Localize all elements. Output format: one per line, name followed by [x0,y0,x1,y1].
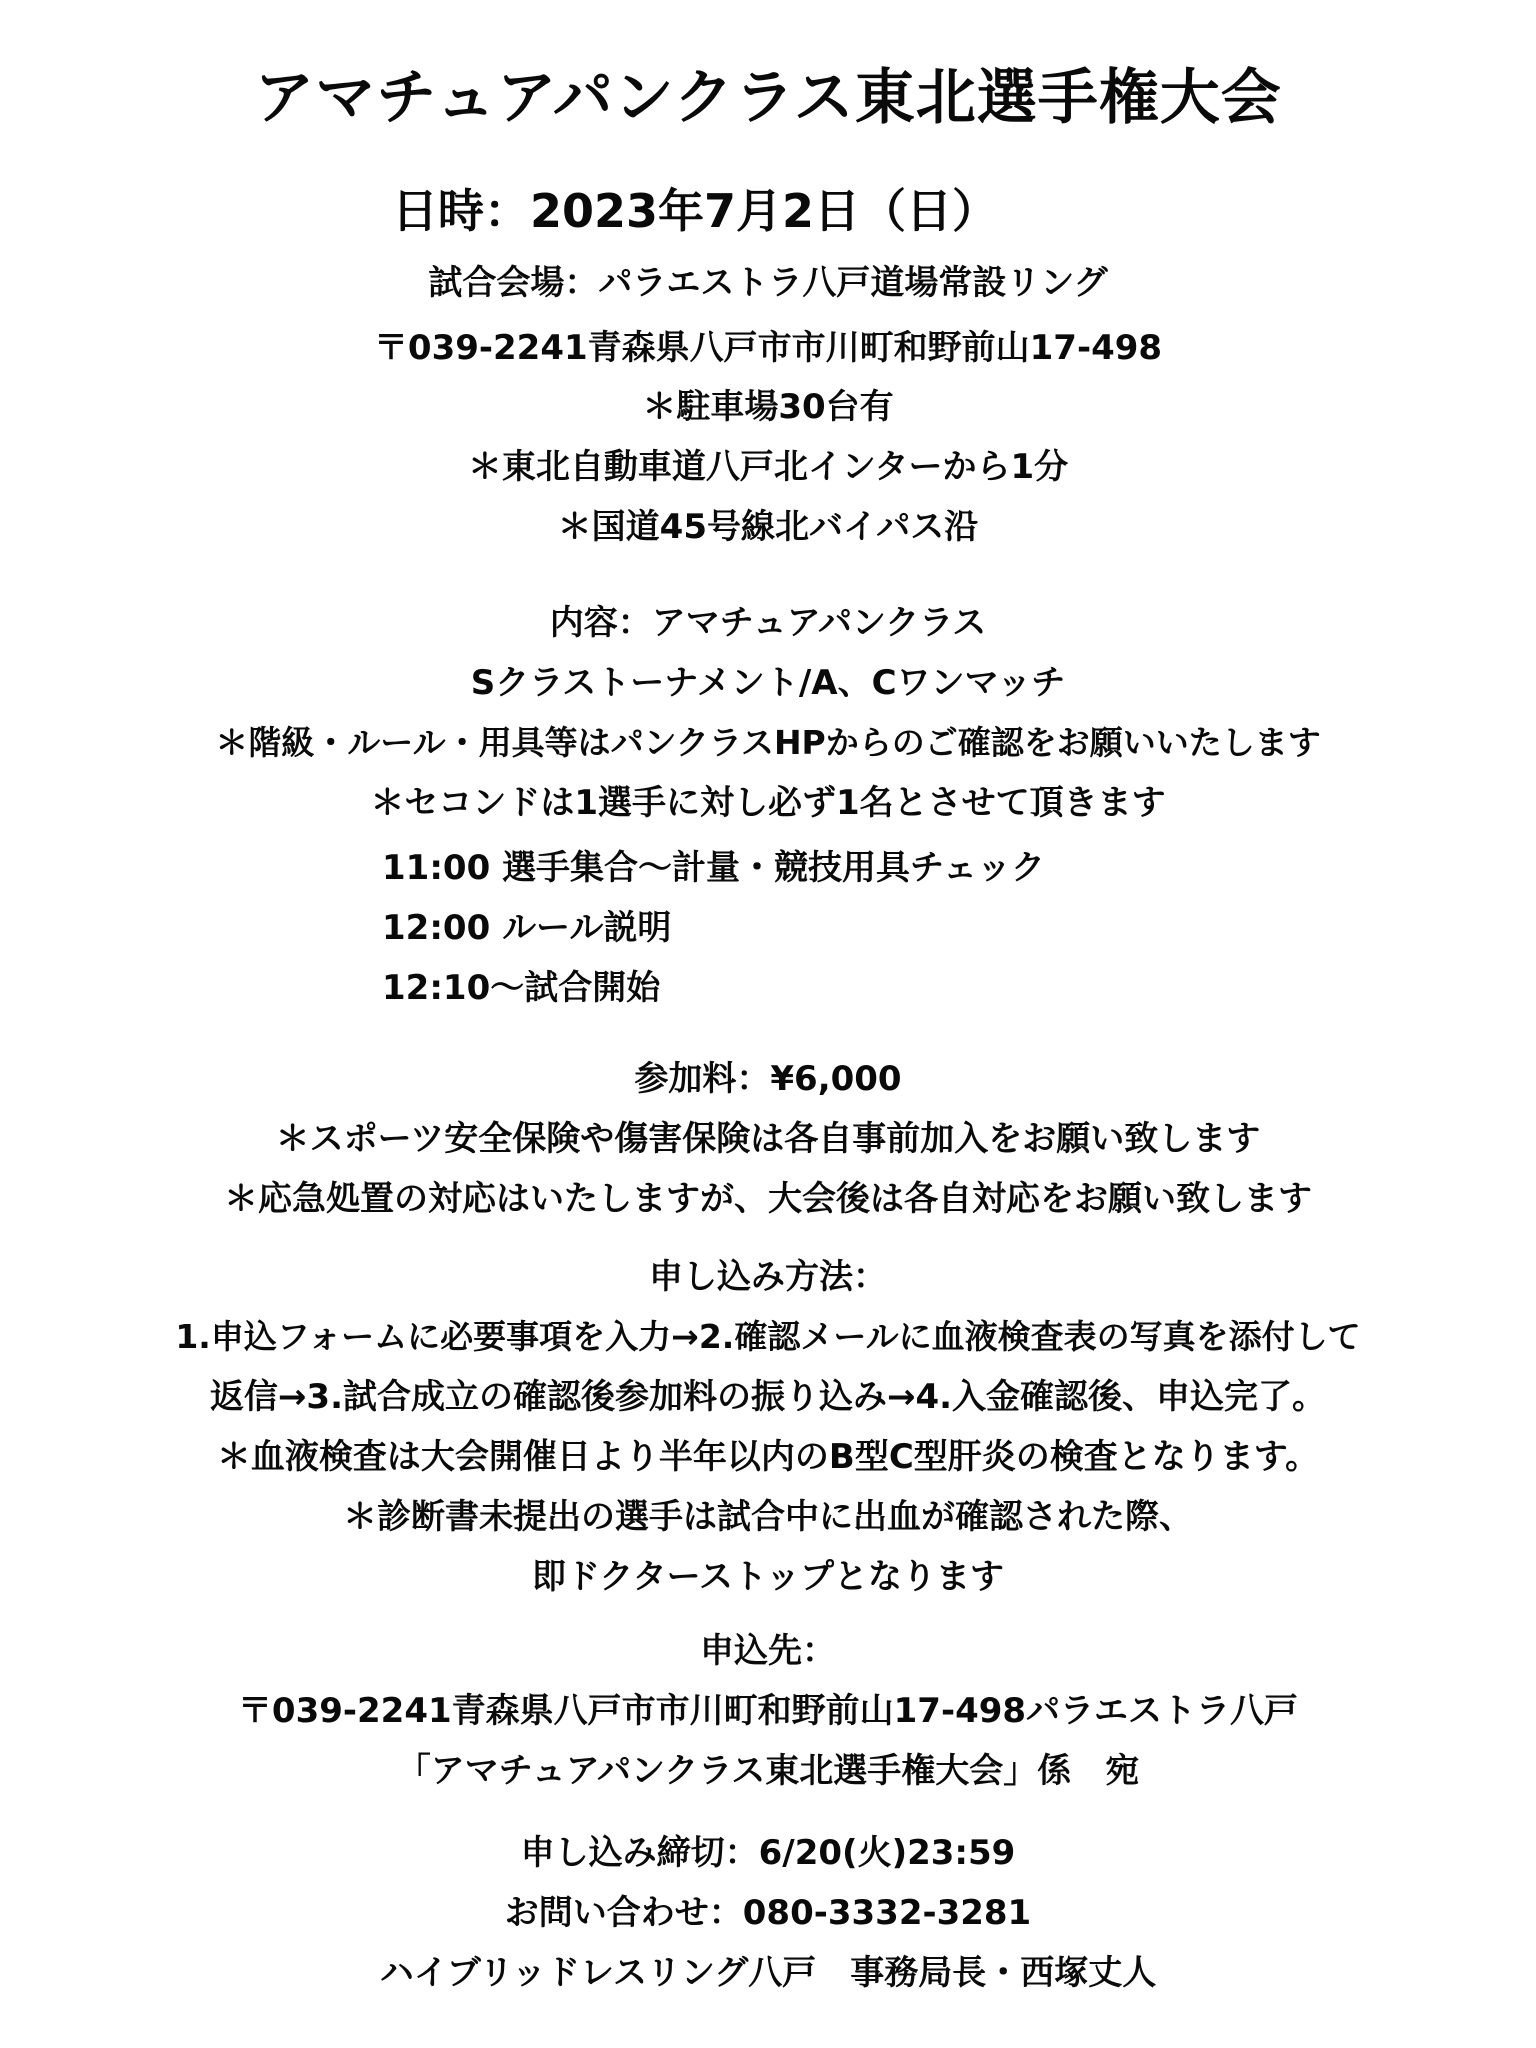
fee-note: ＊応急処置の対応はいたしますが、大会後は各自対応をお願い致します [224,1179,1312,1219]
event-title: アマチュアパンクラス東北選手権大会 [254,63,1282,133]
destination-attention: 「アマチュアパンクラス東北選手権大会」係 宛 [396,1751,1140,1791]
apply-label: 申し込み方法： [649,1257,887,1297]
venue-note: ＊東北自動車道八戸北インターから1分 [467,447,1069,487]
event-date: 日時：2023年7月2日（日） [392,184,999,238]
apply-line: 即ドクターストップとなります [532,1557,1004,1597]
venue-note: ＊国道45号線北バイパス沿 [557,507,979,547]
deadline: 申し込み締切：6/20(火)23:59 [520,1833,1016,1873]
destination-address: 〒039-2241青森県八戸市市川町和野前山17-498パラエストラ八戸 [237,1691,1299,1731]
schedule-item: 12:10〜試合開始 [382,968,661,1008]
venue-label: 試合会場：パラエストラ八戸道場常設リング [428,263,1108,303]
content-note: ＊階級・ルール・用具等はパンクラスHPからのご確認をお願いいたします [215,723,1321,762]
apply-line: 返信→3.試合成立の確認後参加料の振り込み→4.入金確認後、申込完了。 [209,1377,1327,1417]
apply-line: ＊血液検査は大会開催日より半年以内のB型C型肝炎の検査となります。 [216,1437,1320,1477]
fee-label: 参加料：¥6,000 [634,1059,902,1099]
content-label: 内容：アマチュアパンクラス [549,603,987,643]
apply-line: 1.申込フォームに必要事項を入力→2.確認メールに血液検査表の写真を添付して [175,1317,1361,1356]
fee-note: ＊スポーツ安全保険や傷害保険は各自事前加入をお願い致します [275,1119,1261,1159]
contact-phone: お問い合わせ：080-3332-3281 [504,1893,1032,1933]
venue-note: ＊駐車場30台有 [642,387,894,427]
organizer: ハイブリッドレスリング八戸 事務局長・西塚丈人 [379,1953,1157,1993]
schedule-item: 11:00 選手集合〜計量・競技用具チェック [382,848,1046,888]
apply-line: ＊診断書未提出の選手は試合中に出血が確認された際、 [343,1497,1193,1537]
destination-label: 申込先： [700,1631,836,1671]
venue-address: 〒039-2241青森県八戸市市川町和野前山17-498 [373,328,1163,368]
schedule-item: 12:00 ルール説明 [382,908,672,948]
content-note: ＊セコンドは1選手に対し必ず1名とさせて頂きます [370,783,1166,823]
content-classes: Sクラストーナメント/A、Cワンマッチ [470,663,1066,703]
